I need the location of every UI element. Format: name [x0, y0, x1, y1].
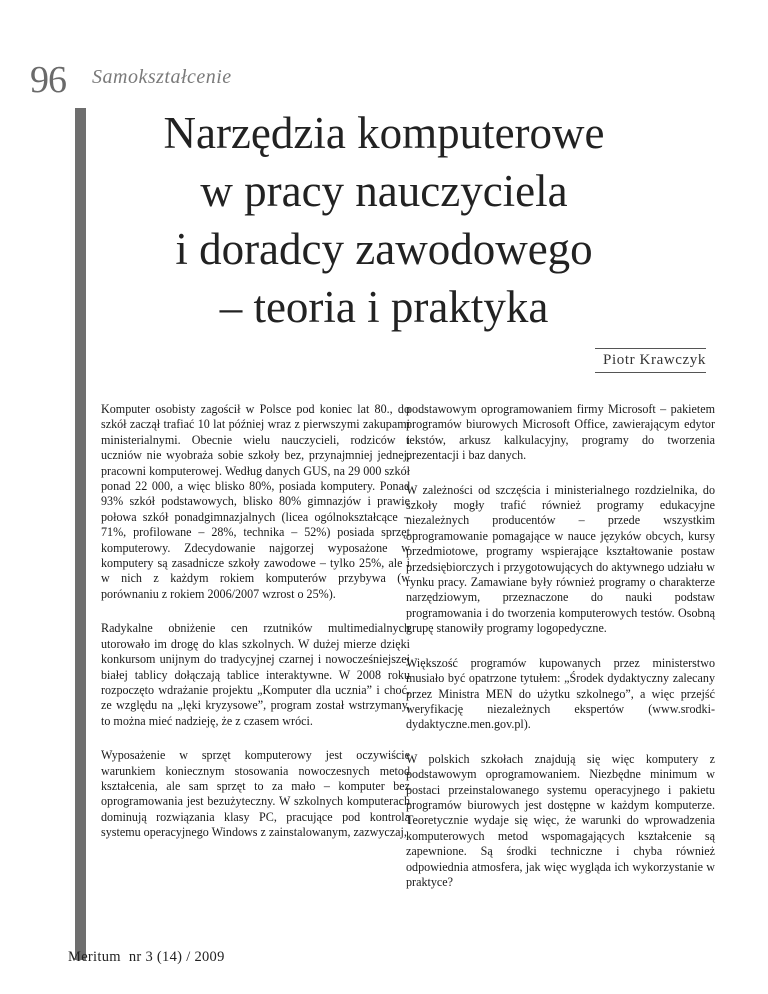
- paragraph: Radykalne obniżenie cen rzutników multimedialnych utorowało im drogę do klas szkolnych. W dużej mierze dzięki konkursom unijnym do tradycyjnej czarnej i nowocześniejszej białej tablicy dołączają tablice interaktywne. W 2008 roku rozpoczęto wdrażanie projektu „Komputer dla ucznia” i choć, ze względu na „lęki kryzysowe”, program został wstrzymany, to można mieć nadzieję, że z czasem wróci.: [101, 621, 410, 728]
- author-name: Piotr Krawczyk: [595, 348, 706, 373]
- paragraph: Komputer osobisty zagościł w Polsce pod koniec lat 80., do szkół zaczął trafiać 10 lat później wraz z pierwszymi zakupami ministerialnymi. Obecnie wielu nauczycieli, rodziców i uczniów nie wyobraża sobie szkoły bez, przynajmniej jednej, pracowni komputerowej. Według danych GUS, na 29 000 szkół ponad 22 000, a więc blisko 80%, posiada komputery. Ponad 93% szkół podstawowych, blisko 80% gimnazjów i prawie połowa szkół ponadgimnazjalnych (licea ogólnokształcące – 71%, profilowane – 28%, technika – 52%) posiada sprzęt komputerowy. Zdecydowanie najgorzej wyposażone w komputery są zasadnicze szkoły zawodowe – tylko 25%, ale i w nich z każdym rokiem komputerów przybywa (w porównaniu z rokiem 2006/2007 wzrost o 25%).: [101, 402, 410, 601]
- title-line: – teoria i praktyka: [219, 282, 549, 332]
- title-line: Narzędzia komputerowe: [163, 108, 605, 158]
- journal-name: Meritum: [68, 949, 121, 965]
- column-right: [406, 402, 715, 909]
- issue-info: nr 3 (14) / 2009: [128, 949, 225, 965]
- section-name: Samokształcenie: [92, 66, 232, 88]
- paragraph: W zależności od szczęścia i ministerialnego rozdzielnika, do szkoły mogły trafić również programy edukacyjne niezależnych producentów – przede wszystkim oprogramowanie pomagające w nauce języków obcych, kursy przedmiotowe, programy wspierające kształtowanie postaw przedsiębiorczych i przygotowujących do aktywnego udziału w rynku pracy. Zamawiane były również programy o charakterze narzędziowym, przeznaczone do nauki podstaw programowania i do tworzenia komputerowych testów. Osobną grupę stanowiły programy logopedyczne.: [406, 482, 715, 636]
- title-line: i doradcy zawodowego: [175, 224, 593, 274]
- footer: [68, 949, 233, 966]
- paragraph: Większość programów kupowanych przez ministerstwo musiało być opatrzone tytułem: „Środek dydaktyczny zalecany przez Ministra MEN do użytku szkolnego”, a więc przejść weryfikację niezależnych ekspertów (www.srodki-dydaktyczne.men.gov.pl).: [406, 655, 715, 732]
- article-title: [100, 104, 668, 336]
- paragraph: podstawowym oprogramowaniem firmy Microsoft – pakietem programów biurowych Microsoft Office, zawierającym edytor tekstów, arkusz kalkulacyjny, programy do tworzenia prezentacji i baz danych.: [406, 402, 715, 463]
- decorative-bar: [75, 108, 86, 960]
- page-number: 96: [30, 59, 66, 101]
- column-left: [101, 402, 410, 860]
- title-line: w pracy nauczyciela: [200, 166, 568, 216]
- paragraph: Wyposażenie w sprzęt komputerowy jest oczywiście warunkiem koniecznym stosowania nowoczesnych metod kształcenia, ale sam sprzęt to za mało – komputer bez oprogramowania jest bezużyteczny. W szkolnych komputerach dominują rozwiązania klasy PC, pracujące pod kontrolą systemu operacyjnego Windows z zainstalowanym, zazwyczaj,: [101, 748, 410, 840]
- paragraph: W polskich szkołach znajdują się więc komputery z podstawowym oprogramowaniem. Niezbędne minimum w postaci przeinstalowanego systemu operacyjnego i pakietu programów biurowych jest dostępne w każdym komputerze. Teoretycznie wydaje się więc, że warunki do wprowadzenia komputerowych metod wspomagających kształcenie są zapewnione. Są środki techniczne i chyba również odpowiednia atmosfera, jak więc wygląda ich wykorzystanie w praktyce?: [406, 751, 715, 889]
